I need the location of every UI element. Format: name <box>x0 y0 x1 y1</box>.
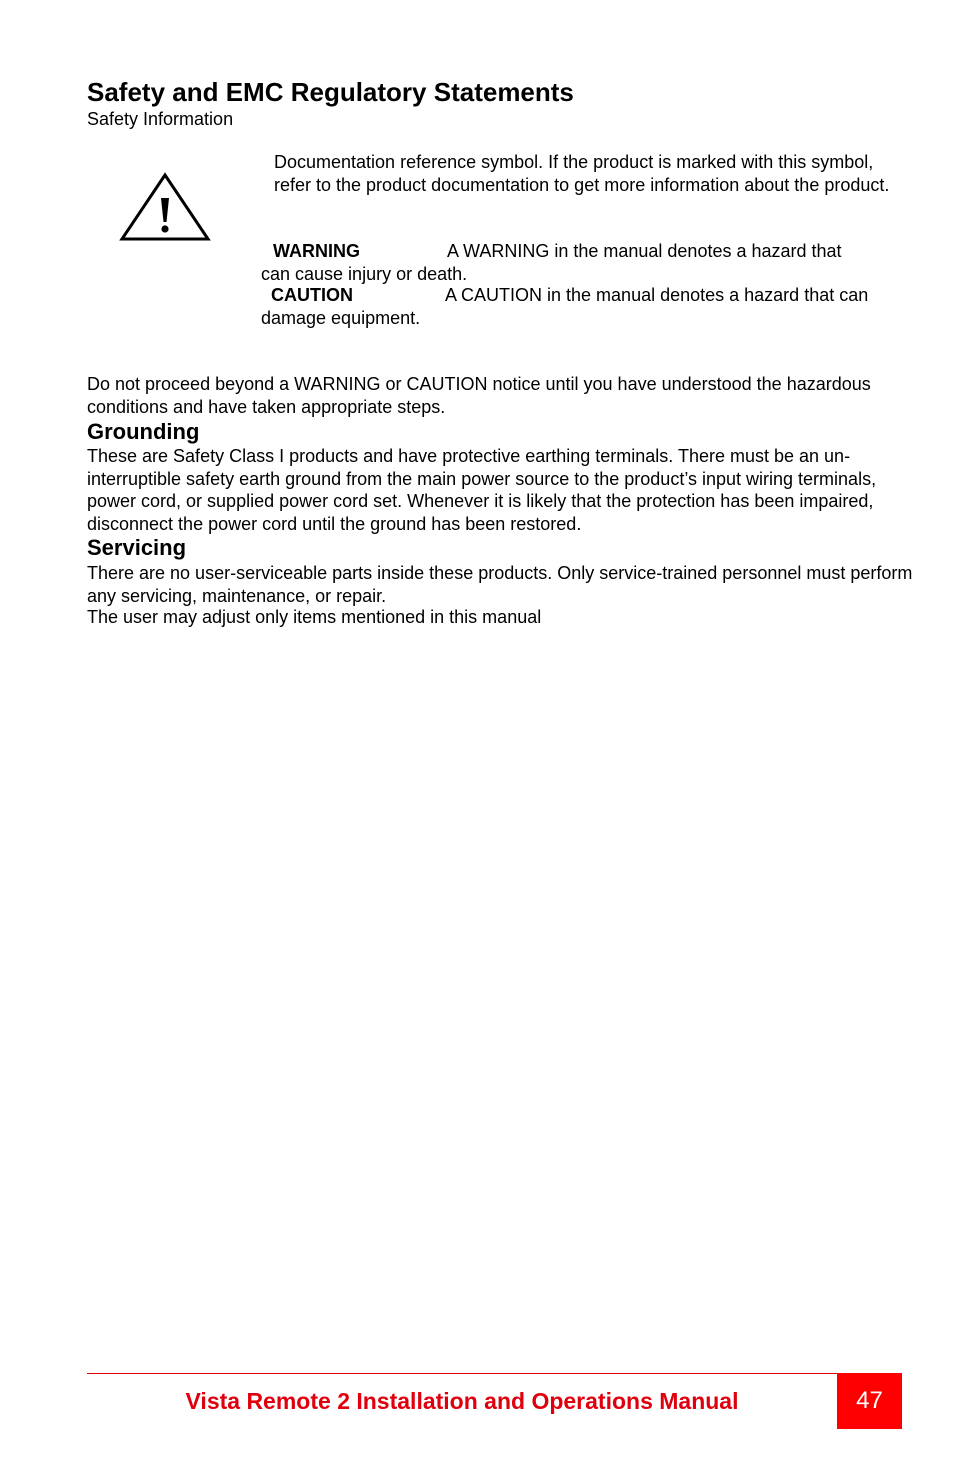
subtitle: Safety Information <box>87 109 234 129</box>
grounding-heading: Grounding <box>87 419 200 444</box>
symbol-description: Documentation reference symbol. If the product is marked with this symbol, refer to the product documentation to get more information about the product. <box>274 152 890 195</box>
servicing-note: The user may adjust only items mentioned in this manual <box>87 607 542 627</box>
page-title: Safety and EMC Regulatory Statements <box>87 77 574 107</box>
warning-triangle-icon <box>119 172 211 242</box>
servicing-paragraph: There are no user-serviceable parts inside these products. Only service-trained personnel must perform any servicing, maintenance, or repair. <box>87 563 913 606</box>
warning-definition-continued: can cause injury or death. <box>261 263 468 284</box>
caution-definition-text: A CAUTION in the manual denotes a hazard that can <box>445 285 869 305</box>
warning-definition-text: A WARNING in the manual denotes a hazard that <box>447 241 842 261</box>
grounding-paragraph: These are Safety Class I products and have protective earthing terminals. There must be an un-interruptible safety earth ground from the main power source to the product’s input wiring terminals, power cord, or supplied power cord set. Whenever it is likely that the protection has been impaired, disconnect the power cord until the ground has been restored. <box>87 446 877 534</box>
caution-definition-continued: damage equipment. <box>261 307 421 328</box>
caution-label: CAUTION <box>271 285 353 305</box>
warning-label: WARNING <box>273 241 360 261</box>
warning-definition <box>261 240 921 285</box>
page-number: 47 <box>837 1373 902 1429</box>
servicing-heading: Servicing <box>87 535 187 560</box>
caution-definition <box>261 284 921 329</box>
footer-manual-title: Vista Remote 2 Installation and Operations Manual <box>185 1388 739 1414</box>
notice-paragraph: Do not proceed beyond a WARNING or CAUTION notice until you have understood the hazardous conditions and have taken appropriate steps. <box>87 374 871 417</box>
footer-divider <box>87 1373 837 1374</box>
